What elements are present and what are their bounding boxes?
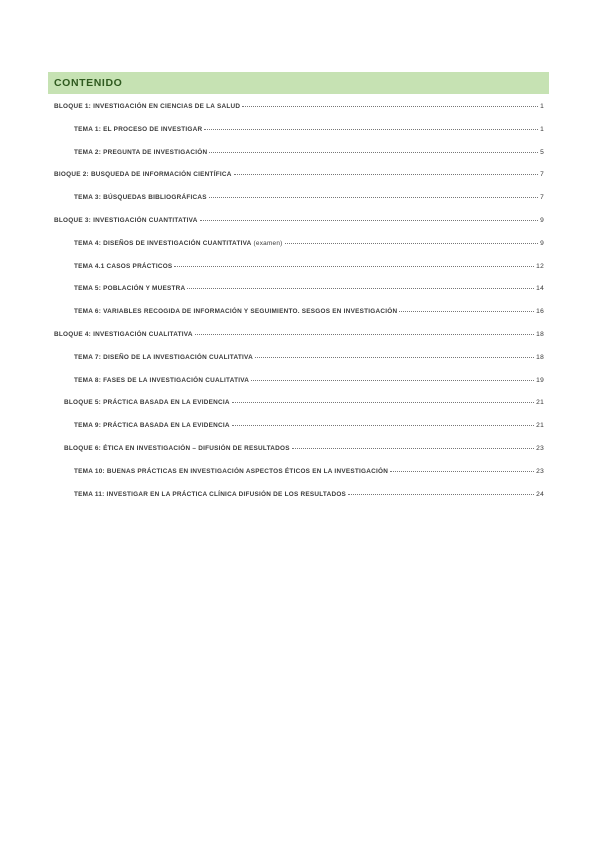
toc-entry-title: TEMA 5: POBLACIÓN Y MUESTRA xyxy=(74,285,186,293)
toc-entry-title: TEMA 9: PRÁCTICA BASADA EN LA EVIDENCIA xyxy=(74,422,230,430)
toc-entry[interactable] xyxy=(54,399,544,422)
toc-page-number: 1 xyxy=(540,103,544,110)
toc-entry[interactable] xyxy=(54,331,544,354)
toc-entry-title: TEMA 2: PREGUNTA DE INVESTIGACIÓN xyxy=(74,148,208,156)
toc-entry-label xyxy=(54,217,198,224)
toc-entry[interactable] xyxy=(54,377,544,400)
toc-entry[interactable] xyxy=(54,171,544,194)
toc-entry-title: BLOQUE 4: INVESTIGACIÓN CUALITATIVA xyxy=(54,330,193,338)
dot-leader xyxy=(292,448,534,449)
toc-entry-label xyxy=(74,285,185,292)
toc-entry[interactable] xyxy=(54,263,544,286)
toc-page-number: 16 xyxy=(536,308,544,316)
toc-entry-label xyxy=(64,445,290,452)
toc-entry[interactable] xyxy=(54,308,544,331)
toc-entry-label xyxy=(74,422,230,429)
toc-page-number: 5 xyxy=(540,148,544,156)
toc-entry-title: BLOQUE 3: INVESTIGACIÓN CUANTITATIVA xyxy=(54,216,198,224)
toc-entry[interactable] xyxy=(54,149,544,172)
dot-leader xyxy=(285,243,539,244)
toc-entry-label xyxy=(74,468,388,475)
toc-entry-title: TEMA 6: VARIABLES RECOGIDA DE INFORMACIÓN Y SEGUIMIENTO. SESGOS EN INVESTIGACIÓN xyxy=(74,308,398,316)
dot-leader xyxy=(255,357,534,358)
toc-page-number: 19 xyxy=(536,376,544,384)
toc-entry-label xyxy=(74,377,249,384)
dot-leader xyxy=(251,380,534,381)
toc-entry-label xyxy=(74,126,202,133)
dot-leader xyxy=(204,129,538,130)
toc-entry-title: TEMA 8: FASES DE LA INVESTIGACIÓN CUALITATIVA xyxy=(74,376,250,384)
toc-entry[interactable] xyxy=(54,194,544,217)
toc-page-number: 7 xyxy=(540,194,544,202)
dot-leader xyxy=(234,174,538,175)
dot-leader xyxy=(232,402,534,403)
toc-entry-title: TEMA 4: DISEÑOS DE INVESTIGACIÓN CUANTITATIVA xyxy=(74,239,252,247)
toc-page-number: 9 xyxy=(540,239,544,247)
toc-entry[interactable] xyxy=(54,126,544,149)
toc-entry-label xyxy=(74,263,172,270)
toc-entry[interactable] xyxy=(54,354,544,377)
toc-entry-label xyxy=(54,171,232,178)
toc-entry-label xyxy=(74,240,283,247)
toc-entry-label xyxy=(74,194,207,201)
dot-leader xyxy=(232,425,534,426)
toc-page-number: 21 xyxy=(536,422,544,430)
toc-entry-title: TEMA 1: EL PROCESO DE INVESTIGAR xyxy=(74,125,203,133)
dot-leader xyxy=(242,106,538,107)
toc-entry[interactable] xyxy=(54,285,544,308)
toc-entry-title: BLOQUE 1: INVESTIGACIÓN EN CIENCIAS DE LA SALUD xyxy=(54,103,241,110)
toc-entry-title: TEMA 10: BUENAS PRÁCTICAS EN INVESTIGACIÓN ASPECTOS ÉTICOS EN LA INVESTIGACIÓN xyxy=(74,467,389,475)
toc-entry-title: TEMA 4.1 CASOS PRÁCTICOS xyxy=(74,262,173,270)
toc-entry[interactable] xyxy=(54,240,544,263)
toc-entry-label xyxy=(54,331,193,338)
toc-entry[interactable] xyxy=(54,422,544,445)
toc-page-number: 24 xyxy=(536,490,544,498)
toc-entry-title: BLOQUE 5: PRÁCTICA BASADA EN LA EVIDENCIA xyxy=(64,399,230,407)
toc-page-number: 12 xyxy=(536,262,544,270)
toc-entry-label xyxy=(74,354,253,361)
toc-entry-label xyxy=(74,491,346,498)
toc-page-number: 21 xyxy=(536,399,544,407)
toc-heading: CONTENIDO xyxy=(48,72,549,94)
toc-page-number: 9 xyxy=(540,216,544,224)
toc-page-number: 7 xyxy=(540,171,544,179)
toc-page-number: 18 xyxy=(536,353,544,361)
table-of-contents xyxy=(54,103,544,513)
toc-page-number: 18 xyxy=(536,330,544,338)
toc-page-number: 1 xyxy=(540,125,544,133)
toc-entry[interactable] xyxy=(54,103,544,126)
dot-leader xyxy=(399,311,534,312)
toc-entry-label xyxy=(64,399,230,406)
toc-entry-note: (examen) xyxy=(251,239,283,247)
dot-leader xyxy=(209,152,538,153)
dot-leader xyxy=(390,471,534,472)
toc-entry-label xyxy=(74,149,207,156)
toc-entry-title: TEMA 7: DISEÑO DE LA INVESTIGACIÓN CUALITATIVA xyxy=(74,353,253,361)
toc-entry-title: TEMA 3: BÚSQUEDAS BIBLIOGRÁFICAS xyxy=(74,194,207,202)
toc-entry[interactable] xyxy=(54,217,544,240)
dot-leader xyxy=(174,266,534,267)
toc-entry[interactable] xyxy=(54,445,544,468)
toc-entry-title: BlOQUE 2: BUSQUEDA DE INFORMACIÓN CIENTÍFICA xyxy=(54,171,232,179)
dot-leader xyxy=(200,220,539,221)
dot-leader xyxy=(187,288,534,289)
toc-entry[interactable] xyxy=(54,468,544,491)
toc-entry-label xyxy=(54,103,240,110)
toc-page-number: 23 xyxy=(536,444,544,452)
dot-leader xyxy=(195,334,534,335)
dot-leader xyxy=(348,494,534,495)
toc-entry-title: TEMA 11: INVESTIGAR EN LA PRÁCTICA CLÍNICA DIFUSIÓN DE LOS RESULTADOS xyxy=(74,490,347,498)
toc-entry[interactable] xyxy=(54,491,544,514)
toc-page-number: 23 xyxy=(536,467,544,475)
toc-page-number: 14 xyxy=(536,285,544,293)
dot-leader xyxy=(209,197,538,198)
toc-entry-label xyxy=(74,308,397,315)
toc-entry-title: BLOQUE 6: ÉTICA EN INVESTIGACIÓN – DIFUSIÓN DE RESULTADOS xyxy=(64,444,290,452)
